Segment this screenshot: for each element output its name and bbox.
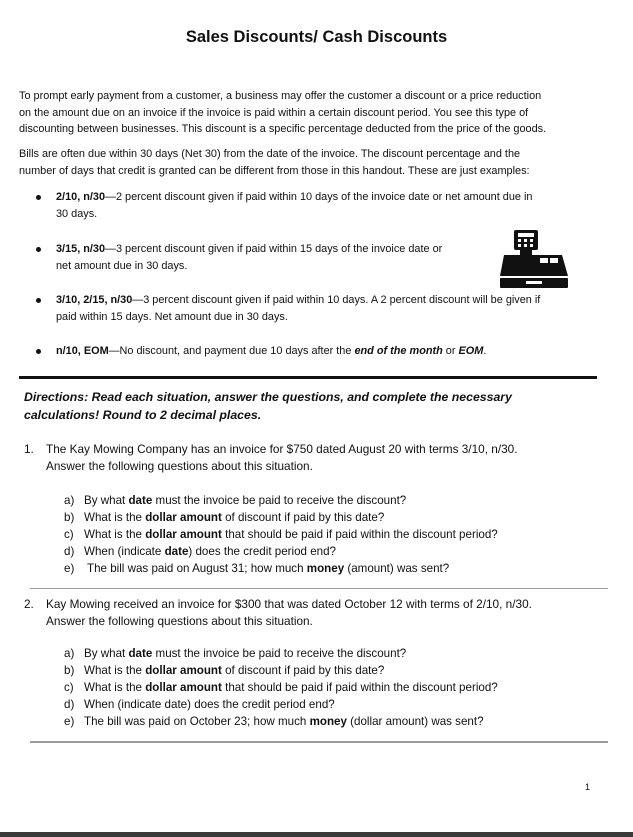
term-label: 3/15, n/30 <box>56 243 106 255</box>
bullet-dot <box>36 349 41 354</box>
bullet-dot <box>36 298 41 303</box>
directions <box>24 388 599 424</box>
intro-line: discounting between businesses. This discount is a specific percentage deducted from the price of the goods. <box>19 123 547 136</box>
sub-question: e) The bill was paid on October 23; how much money (dollar amount) was sent? <box>64 715 484 728</box>
sub-question: a) By what date must the invoice be paid to receive the discount? <box>64 647 407 660</box>
cash-register-icon <box>500 228 570 290</box>
sub-question: b) What is the dollar amount of discount if paid by this date? <box>64 664 385 677</box>
sub-question: b) What is the dollar amount of discount if paid by this date? <box>64 511 385 524</box>
question-number: 1. <box>24 442 34 456</box>
question-number: 2. <box>24 597 34 611</box>
bills-paragraph <box>19 146 603 179</box>
bills-line: Bills are often due within 30 days (Net 30) from the date of the invoice. The discount percentage and the <box>19 148 521 160</box>
question-text: Kay Mowing received an invoice for $300 that was dated October 12 with terms of 2/10, n/30. <box>46 597 532 611</box>
page-number: 1 <box>585 782 591 792</box>
bullet-dot <box>36 247 41 252</box>
intro-paragraph <box>19 88 603 138</box>
question-1 <box>0 441 633 481</box>
term-label: 2/10, n/30 <box>56 191 106 203</box>
term-label: n/10, EOM <box>56 345 109 357</box>
directions-line: Directions: Read each situation, answer the questions, and complete the necessary <box>24 390 512 404</box>
question-text: Answer the following questions about this situation. <box>46 459 313 473</box>
sub-question: e) The bill was paid on August 31; how much money (amount) was sent? <box>64 562 450 575</box>
sub-question: c) What is the dollar amount that should be paid if paid within the discount period? <box>64 528 498 541</box>
question-2 <box>0 596 633 636</box>
sub-question: c) What is the dollar amount that should be paid if paid within the discount period? <box>64 681 498 694</box>
question-text: Answer the following questions about this situation. <box>46 614 313 628</box>
directions-line: calculations! Round to 2 decimal places. <box>24 408 262 422</box>
bullet-dot <box>36 195 41 200</box>
sub-question: d) When (indicate date) does the credit period end? <box>64 698 335 711</box>
intro-line: To prompt early payment from a customer, a business may offer the customer a discount or a price reduction <box>19 90 542 102</box>
viewer-bottom-edge <box>0 832 633 837</box>
sub-question: a) By what date must the invoice be paid to receive the discount? <box>64 494 407 507</box>
question-divider <box>30 588 608 589</box>
term-label: 3/10, 2/15, n/30 <box>56 294 133 306</box>
page-title: Sales Discounts/ Cash Discounts <box>185 28 448 46</box>
question-text: The Kay Mowing Company has an invoice for $750 dated August 20 with terms 3/10, n/30. <box>46 442 518 456</box>
bills-line: number of days that credit is granted can be different from those in this handout. These are just examples: <box>19 164 530 177</box>
question-divider <box>30 741 608 743</box>
intro-line: on the amount due on an invoice if the invoice is paid within a certain discount period. You see this type of <box>19 106 529 119</box>
sub-question: d) When (indicate date) does the credit period end? <box>64 545 337 558</box>
handout-page: Sales Discounts/ Cash Discounts To prompt early payment from a customer, a business may offer the customer a discount or a price reduction on the amount due on an invoice if the invoice is paid within a certain discount period. You see this type of discounting between businesses. This discount is a specific percentage deducted from the price of the goods. Bills are often due within 30 days (Net 30) from the date of the invoice. The discount percentage and the number of days that credit is granted can be different from those in this handout. These are just examples: 2/10, n/30—2 percent discount given if paid within 10 days of the invoice date or net amount due in 30 days. 3/15, n/30—3 percent discount given if paid within 15 days of the invoice date or net amount due in 30 days. 3/10, 2/15, n/30—3 percent discount given if paid within 10 days. A 2 percent discount will be given if paid within 15 days. Net amount due in 30 days. n/10, EOM—No discount, and payment due 10 days after the end of the month or EOM. Directions: Read each situation, answer the questions, and complete the necessary calculations! Round to 2 decimal places. 1. The Kay Mowing Company has an invoice for $750 dated August 20 with terms 3/10, n/30. Answer the following questions about this situation. a) By what date must the invoice be paid to receive the discount? b) What is the dollar amount of discount if paid by this date? c) What is the dollar amount that should be paid if paid within the discount period? d) When (indicate date) does the credit period end? e) The bill was paid on August 31; how much money (amount) was sent? 2. Kay Mowing received an invoice for $300 that was dated October 12 with terms of 2/10, n/30. Answer the following questions about this situation. a) By what date must the invoice be paid to receive the discount? b) What is the dollar amount of discount if paid by this date? c) What is the dollar amount that should be paid if paid within the discount period? d) When (indicate date) does the credit period end? e) The bill was paid on October 23; how much money (dollar amount) was sent? 1 <box>0 0 633 837</box>
section-divider <box>19 376 597 379</box>
